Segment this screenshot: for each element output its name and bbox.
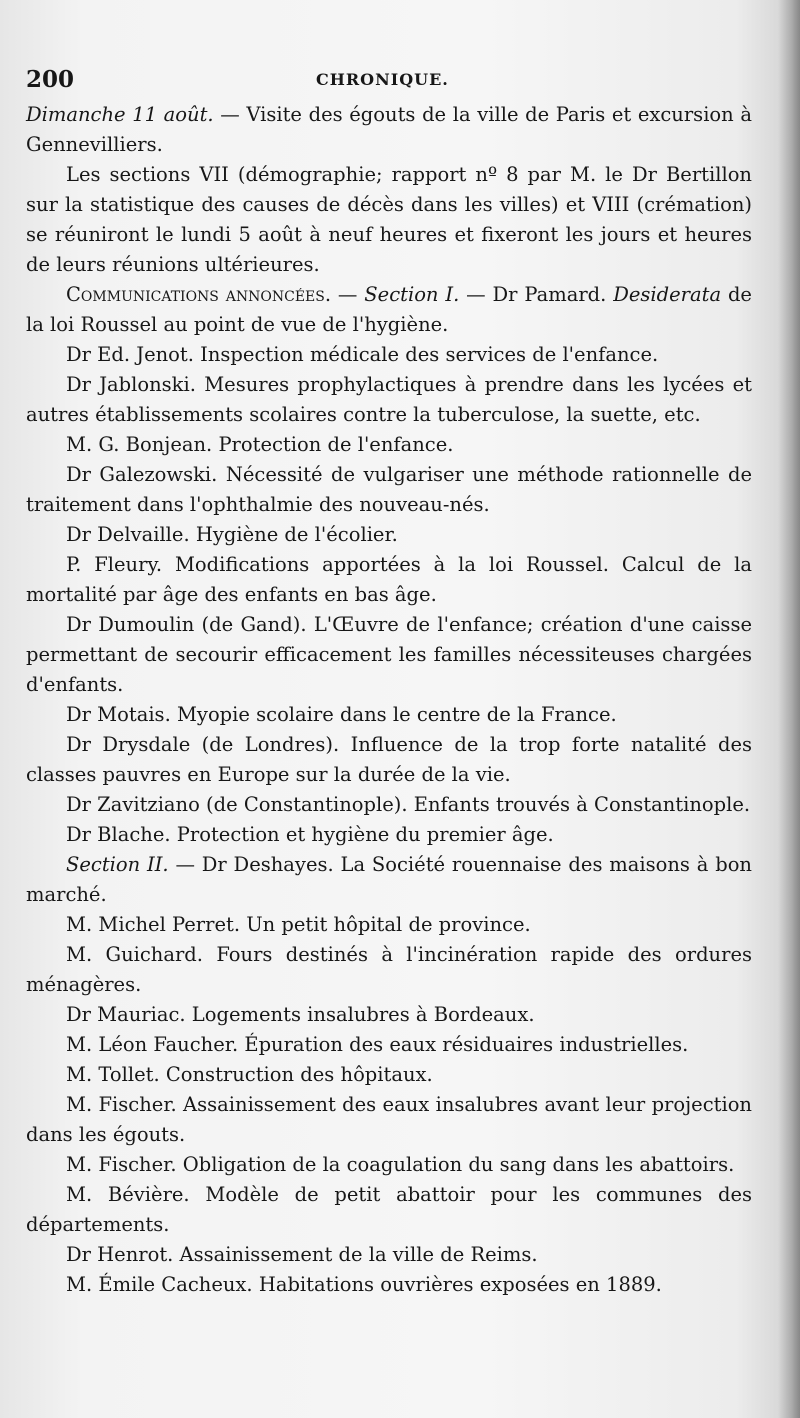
section-heading: Communications annoncées. [66, 283, 332, 306]
section-label: Section I. [364, 283, 460, 306]
list-item: Dr Motais. Myopie scolaire dans le centre de la France. [66, 703, 617, 726]
paragraph-text: — Visite des égouts de la ville de Paris et excursion à Gennevilliers. [26, 103, 752, 156]
list-item: Dr Henrot. Assainissement de la ville de Reims. [66, 1243, 538, 1266]
list-item: Dr Ed. Jenot. Inspection médicale des services de l'enfance. [66, 343, 659, 366]
list-item: M. Bévière. Modèle de petit abattoir pour les communes des départements. [26, 1183, 752, 1236]
list-item: Dr Galezowski. Nécessité de vulgariser une méthode rationnelle de traitement dans l'ophthalmie des nouveau-nés. [26, 463, 752, 516]
page-edge-shadow [778, 0, 800, 1418]
paragraph-text: — Dr Deshayes. La Société rouennaise des maisons à bon marché. [26, 853, 752, 906]
paragraph-communications [26, 280, 752, 340]
list-item: Dr Zavitziano (de Constantinople). Enfants trouvés à Constantinople. [66, 793, 751, 816]
paragraph-text: — [331, 283, 365, 306]
date-heading: Dimanche 11 août. [26, 103, 214, 126]
list-item: Dr Mauriac. Logements insalubres à Bordeaux. [66, 1003, 535, 1026]
running-title: CHRONIQUE. [316, 70, 449, 89]
chronicle-body [26, 100, 752, 1300]
list-item: M. Léon Faucher. Épuration des eaux résiduaires industrielles. [66, 1033, 689, 1056]
list-item: Dr Blache. Protection et hygiène du premier âge. [66, 823, 554, 846]
page-number: 200 [26, 66, 75, 93]
section-label: Section II. [66, 853, 169, 876]
list-item: M. Fischer. Assainissement des eaux insalubres avant leur projection dans les égouts. [26, 1093, 752, 1146]
italic-term: Desiderata [613, 283, 722, 306]
paragraph-text: de la loi Roussel au point de vue de l'hygiène. [26, 283, 752, 336]
list-item: P. Fleury. Modifications apportées à la loi Roussel. Calcul de la mortalité par âge des enfants en bas âge. [26, 553, 752, 606]
list-item: Dr Drysdale (de Londres). Influence de la trop forte natalité des classes pauvres en Europe sur la durée de la vie. [26, 733, 752, 786]
page-header [26, 66, 740, 98]
list-item: M. G. Bonjean. Protection de l'enfance. [66, 433, 454, 456]
list-item: Dr Dumoulin (de Gand). L'Œuvre de l'enfance; création d'une caisse permettant de secourir efficacement les familles nécessiteuses chargées d'enfants. [26, 613, 752, 696]
list-item: M. Fischer. Obligation de la coagulation du sang dans les abattoirs. [66, 1153, 735, 1176]
list-item: Dr Delvaille. Hygiène de l'écolier. [66, 523, 398, 546]
list-item: M. Guichard. Fours destinés à l'incinération rapide des ordures ménagères. [26, 943, 752, 996]
list-item: Dr Jablonski. Mesures prophylactiques à prendre dans les lycées et autres établissements scolaires contre la tuberculose, la suette, etc. [26, 373, 752, 426]
list-item: M. Tollet. Construction des hôpitaux. [66, 1063, 433, 1086]
list-item: M. Michel Perret. Un petit hôpital de province. [66, 913, 531, 936]
list-item: M. Émile Cacheux. Habitations ouvrières exposées en 1889. [66, 1273, 662, 1296]
paragraph-sunday-visit [26, 100, 752, 160]
list-item-section-two [26, 850, 752, 910]
paragraph-text: — Dr Pamard. [459, 283, 614, 306]
paragraph-sections: Les sections VII (démographie; rapport nº 8 par M. le Dr Bertillon sur la statistique des causes de décès dans les villes) et VIII (crémation) se réuniront le lundi 5 août à neuf heures et fixeront les jours et heures de leurs réunions ultérieures. [26, 163, 752, 276]
